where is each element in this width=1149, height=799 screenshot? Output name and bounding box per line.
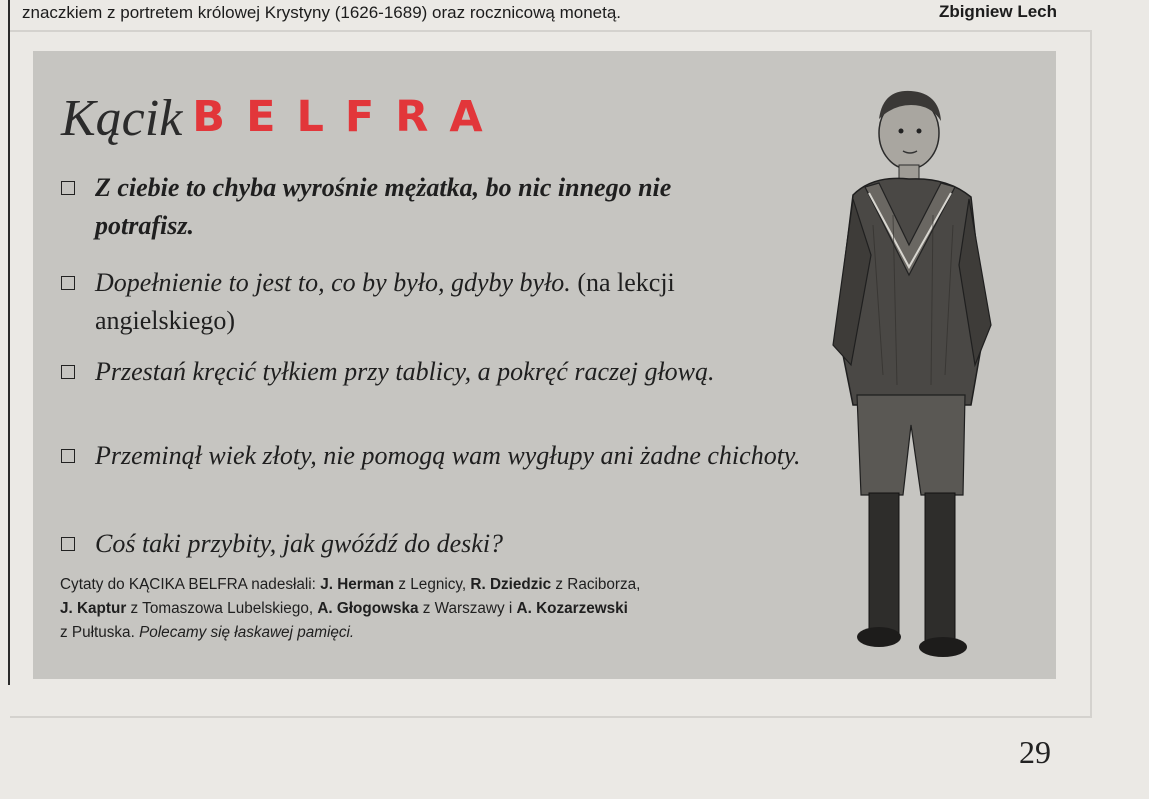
checkbox-icon (61, 365, 75, 379)
author-byline: Zbigniew Lech (938, 2, 1057, 21)
contributor-name: J. Kaptur (60, 600, 127, 617)
checkbox-icon (61, 449, 75, 463)
quote-text: Coś taki przybity, jak gwóźdź do deski? (95, 529, 504, 558)
quote-text: Z ciebie to chyba wyrośnie mężatka, bo nic innego nie potrafisz. (95, 173, 672, 240)
credits-intro: Cytaty do KĄCIKA BELFRA nadesłali: (60, 576, 316, 593)
section-title (61, 89, 504, 148)
checkbox-icon (61, 537, 75, 551)
checkbox-icon (61, 181, 75, 195)
checkbox-icon (61, 276, 75, 290)
teacher-corner-box (33, 51, 1056, 679)
contributor-place: z Tomaszowa Lubelskiego, (130, 600, 314, 617)
quote-note: (na lekcji angielskiego) (95, 268, 675, 335)
contributor-place: z Legnicy, (398, 576, 467, 593)
quote-item (61, 437, 841, 475)
contributor-name: A. Kozarzewski (516, 600, 628, 617)
contributor-place: z Raciborza, (555, 576, 641, 593)
credits-closing: Polecamy się łaskawej pamięci. (139, 624, 355, 641)
contributor-place: z Warszawy i (422, 600, 513, 617)
quote-item (61, 353, 741, 391)
contributor-place: z Pułtuska. (60, 624, 135, 641)
intro-text: znaczkiem z portretem królowej Krystyny (1626-1689) oraz rocznicową monetą. (22, 3, 622, 22)
title-italic: Kącik (61, 90, 183, 147)
quote-text: Przestań kręcić tyłkiem przy tablicy, a pokręć raczej głową. (95, 357, 715, 386)
quote-item (61, 264, 791, 340)
title-bold: BELFRA (192, 92, 504, 142)
contributor-name: A. Głogowska (317, 600, 419, 617)
quote-item (61, 525, 821, 563)
contributor-name: J. Herman (320, 576, 395, 593)
quote-item (61, 169, 741, 245)
quote-text: Dopełnienie to jest to, co by było, gdyby było. (95, 268, 571, 297)
page-number: 29 (1019, 734, 1051, 770)
quote-text: Przeminął wiek złoty, nie pomogą wam wygłupy ani żadne chichoty. (95, 441, 801, 470)
contributor-name: R. Dziedzic (470, 576, 552, 593)
boy-illustration (813, 75, 1013, 675)
credits-text (60, 573, 850, 645)
